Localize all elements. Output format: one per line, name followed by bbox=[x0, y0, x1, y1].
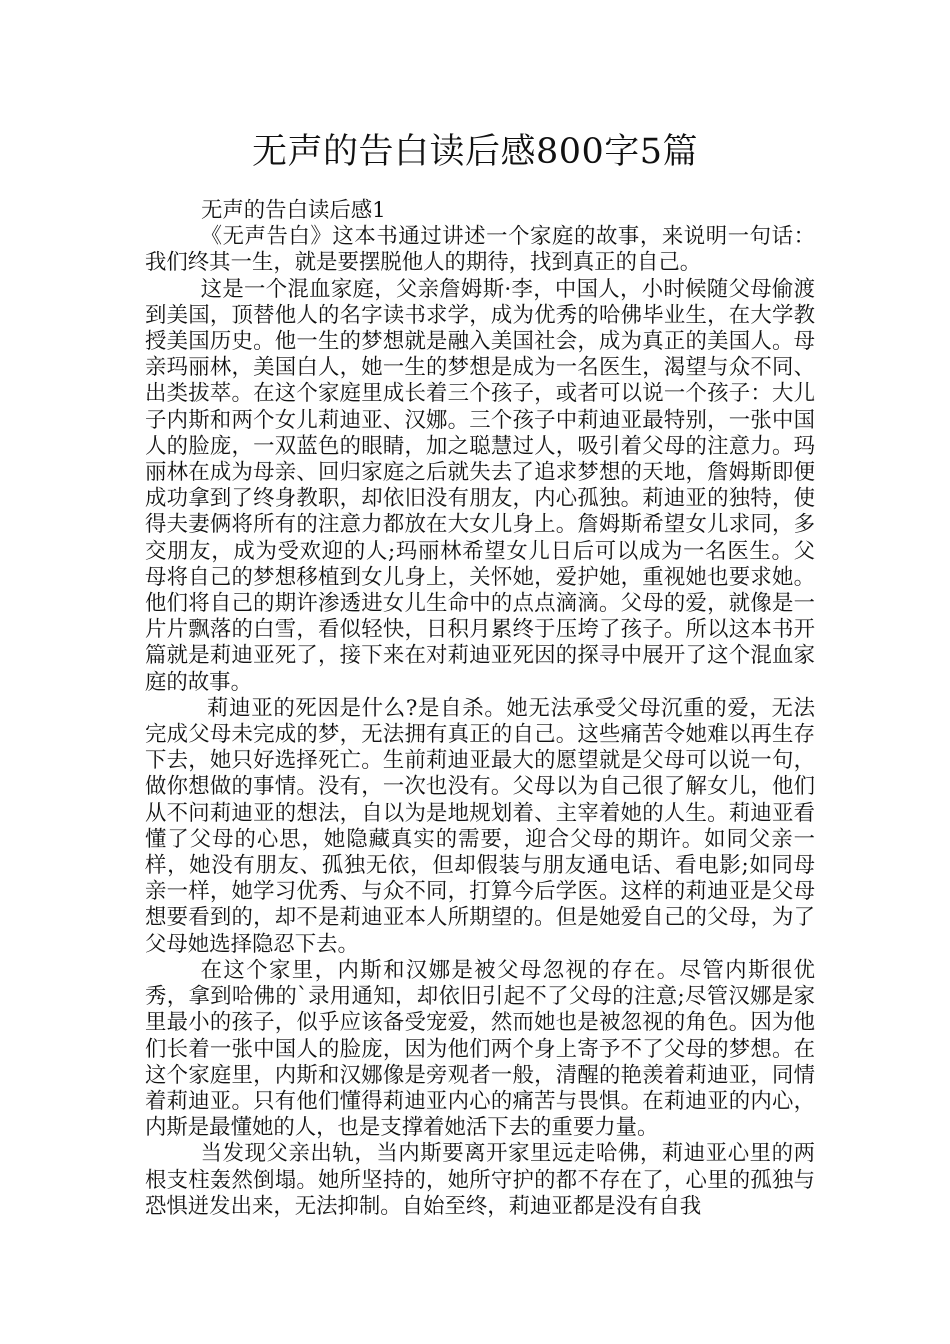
paragraph-cause-of-death: 莉迪亚的死因是什么?是自杀。她无法承受父母沉重的爱，无法完成父母未完成的梦，无法拥有真正的自己。这些痛苦令她难以再生存下去，她只好选择死亡。生前莉迪亚最大的愿望就是父母可以说一句，做你想做的事情。没有，一次也没有。父母以为自己很了解女儿，他们从不问莉迪亚的想法，自以为是地规划着、主宰着她的人生。莉迪亚看懂了父母的心思，她隐藏真实的需要，迎合父母的期许。如同父亲一样，她没有朋友、孤独无依，但却假装与朋友通电话、看电影;如同母亲一样，她学习优秀、与众不同，打算今后学医。这样的莉迪亚是父母想要看到的，却不是莉迪亚本人所期望的。但是她爱自己的父母，为了父母她选择隐忍下去。 bbox=[145, 695, 815, 957]
document-title: 无声的告白读后感800字5篇 bbox=[251, 132, 699, 172]
paragraph-collapse: 当发现父亲出轨，当内斯要离开家里远走哈佛，莉迪亚心里的两根支柱轰然倒塌。她所坚持的，她所守护的都不存在了，心里的孤独与恐惧迸发出来，无法抑制。自始至终，莉迪亚都是没有自我 bbox=[145, 1141, 815, 1219]
paragraph-family-background: 这是一个混血家庭，父亲詹姆斯·李，中国人，小时候随父母偷渡到美国，顶替他人的名字读书求学，成为优秀的哈佛毕业生，在大学教授美国历史。他一生的梦想就是融入美国社会，成为真正的美国人。母亲玛丽林，美国白人，她一生的梦想是成为一名医生，渴望与众不同、出类拔萃。在这个家庭里成长着三个孩子，或者可以说一个孩子：大儿子内斯和两个女儿莉迪亚、汉娜。三个孩子中莉迪亚最特别，一张中国人的脸庞，一双蓝色的眼睛，加之聪慧过人，吸引着父母的注意力。玛丽林在成为母亲、回归家庭之后就失去了追求梦想的天地，詹姆斯即便成功拿到了终身教职，却依旧没有朋友，内心孤独。莉迪亚的独特，使得夫妻俩将所有的注意力都放在大女儿身上。詹姆斯希望女儿求同，多交朋友，成为受欢迎的人;玛丽林希望女儿日后可以成为一名医生。父母将自己的梦想移植到女儿身上，关怀她，爱护她，重视她也要求她。他们将自己的期许渗透进女儿生命中的点点滴滴。父母的爱，就像是一片片飘落的白雪，看似轻快，日积月累终于压垮了孩子。所以这本书开篇就是莉迪亚死了，接下来在对莉迪亚死因的探寻中展开了这个混血家庭的故事。 bbox=[145, 276, 815, 695]
section-heading: 无声的告白读后感1 bbox=[201, 198, 386, 223]
paragraph-intro: 《无声告白》这本书通过讲述一个家庭的故事，来说明一句话：我们终其一生，就是要摆脱他人的期待，找到真正的自己。 bbox=[145, 224, 815, 276]
paragraph-siblings: 在这个家里，内斯和汉娜是被父母忽视的存在。尽管内斯很优秀，拿到哈佛的`录用通知，却依旧引起不了父母的注意;尽管汉娜是家里最小的孩子，似乎应该备受宠爱，然而她也是被忽视的角色。因为他们长着一张中国人的脸庞，因为他们两个身上寄予不了父母的梦想。在这个家庭里，内斯和汉娜像是旁观者一般，清醒的艳羡着莉迪亚，同情着莉迪亚。只有他们懂得莉迪亚内心的痛苦与畏惧。在莉迪亚的内心，内斯是最懂她的人，也是支撑着她活下去的重要力量。 bbox=[145, 957, 815, 1141]
document-body bbox=[145, 198, 815, 1220]
